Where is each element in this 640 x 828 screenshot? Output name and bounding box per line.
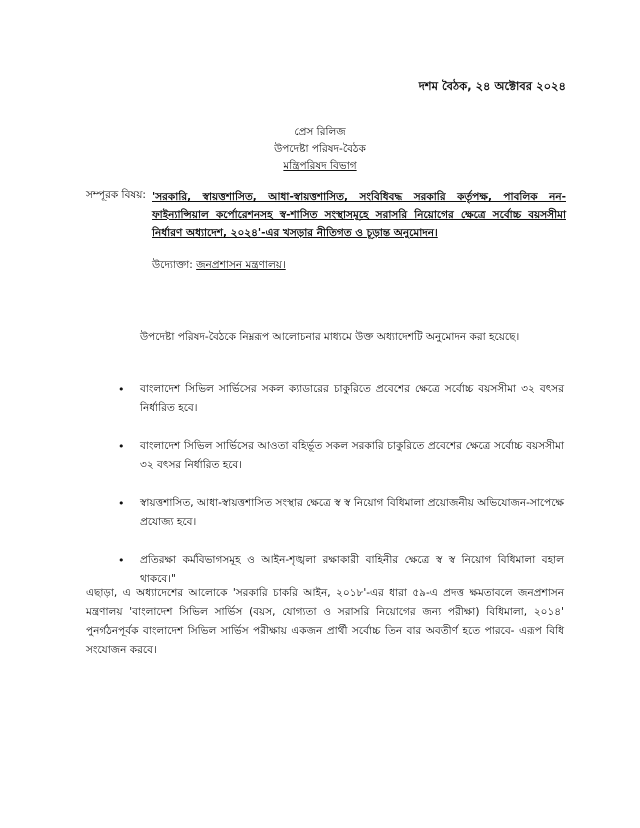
bullet-icon: • xyxy=(118,554,125,567)
list-item xyxy=(118,494,564,532)
bullet-text: স্বায়ত্তশাসিত, আধা-স্বায়ত্তশাসিত সংস্থার ক্ষেত্রে স্ব স্ব নিয়োগ বিধিমালা প্রয়োজনীয় অভিযোজন-সাপেক্ষে প্রযোজ্য হবে। xyxy=(140,497,564,528)
header-division: মন্ত্রিপরিষদ বিভাগ xyxy=(283,160,357,172)
decision-bullet-list xyxy=(118,380,564,608)
bullet-icon: • xyxy=(118,497,125,510)
bullet-icon: • xyxy=(118,440,125,453)
bullet-icon: • xyxy=(118,383,125,396)
initiator-ministry: জনপ্রশাসন মন্ত্রণালয়। xyxy=(196,259,286,271)
list-item xyxy=(118,437,564,475)
meeting-date-label: দশম বৈঠক, ২৪ অক্টোবর ২০২৪ xyxy=(418,79,566,93)
subject-text: 'সরকারি, স্বায়ত্তশাসিত, আধা-স্বায়ত্তশাসিত, সংবিধিবদ্ধ সরকারি কর্তৃপক্ষ, পাবলিক নন-ফাইন্যান্সিয়াল কর্পোরেশনসহ স্ব-শাসিত সংস্থাসমূহে সরাসরি নিয়োগের ক্ষেত্রে সর্বোচ্চ বয়সসীমা নির্ধারণ অধ্যাদেশ, ২০২৪'-এর খসড়ার নীতিগত ও চূড়ান্ত অনুমোদন। xyxy=(152,191,566,239)
press-release-header xyxy=(0,124,640,175)
header-council: উপদেষ্টা পরিষদ-বৈঠক xyxy=(274,143,366,155)
header-title: প্রেস রিলিজ xyxy=(294,126,346,138)
bullet-text: প্রতিরক্ষা কর্মবিভাগসমূহ ও আইন-শৃঙ্খলা রক্ষাকারী বাহিনীর ক্ষেত্রে স্ব স্ব নিয়োগ বিধিমালা বহাল থাকবে।" xyxy=(140,554,564,585)
closing-paragraph: এছাড়া, এ অধ্যাদেশের আলোকে 'সরকারি চাকরি আইন, ২০১৮'-এর ধারা ৫৯-এ প্রদত্ত ক্ষমতাবলে জনপ্রশাসন মন্ত্রণালয় 'বাংলাদেশ সিভিল সার্ভিস (বয়স, যোগ্যতা ও সরাসরি নিয়োগের জন্য পরীক্ষা) বিধিমালা, ২০১৪' পুনর্গঠনপূর্বক বাংলাদেশ সিভিল সার্ভিস পরীক্ষায় একজন প্রার্থী সর্বোচ্চ তিন বার অবতীর্ণ হতে পারবে- এরূপ বিধি সংযোজন করবে। xyxy=(86,587,564,656)
bullet-text: বাংলাদেশ সিভিল সার্ভিসের আওতা বহির্ভূত সকল সরকারি চাকুরিতে প্রবেশের ক্ষেত্রে সর্বোচ্চ বয়সসীমা ৩২ বৎসর নির্ধারিত হবে। xyxy=(140,440,564,471)
initiator-label: উদ্যোক্তা: xyxy=(152,259,193,271)
intro-paragraph: উপদেষ্টা পরিষদ-বৈঠকে নিম্নরূপ আলোচনার মাধ্যমে উক্ত অধ্যাদেশটি অনুমোদন করা হয়েছে। xyxy=(140,331,520,343)
list-item xyxy=(118,380,564,418)
subject-label: সম্পূরক বিষয়: xyxy=(86,189,146,201)
bullet-text: বাংলাদেশ সিভিল সার্ভিসের সকল ক্যাডারের চাকুরিতে প্রবেশের ক্ষেত্রে সর্বোচ্চ বয়সসীমা ৩২ বৎসর নির্ধারিত হবে। xyxy=(140,383,564,414)
initiator-line xyxy=(152,258,286,275)
